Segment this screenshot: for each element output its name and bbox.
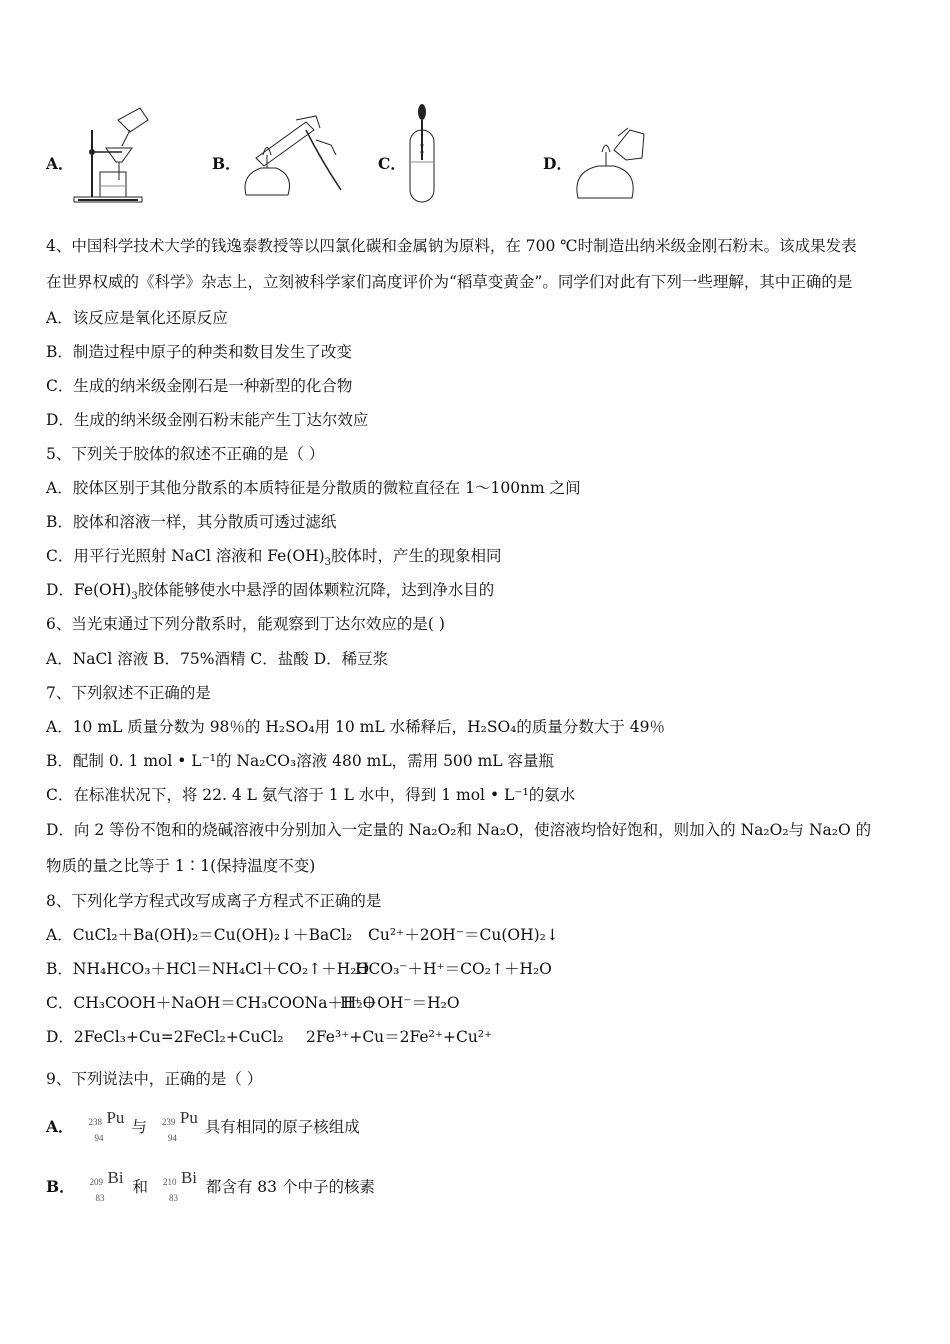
q8-option-c-ionic: H⁺＋OH⁻＝H₂O [340,994,460,1012]
q4-stem-line-1: 4、中国科学技术大学的钱逸泰教授等以四氯化碳和金属钠为原料，在 700 ℃时制造出纳米级金刚石粉末。该成果发表 [46,237,857,255]
apparatus-d-label: D． [543,154,572,173]
q4-stem-line-2: 在世界权威的《科学》杂志上，立刻被科学家们高度评价为“稻草变黄金”。同学们对此有下列一些理解，其中正确的是 [46,273,853,291]
q8-option-b-equation: B．NH₄HCO₃＋HCl＝NH₄Cl＋CO₂↑＋H₂O [46,960,370,978]
isotope-bi-210: 210 83 Bi [162,1168,197,1203]
isotope-pu-239: 239 94 Pu [161,1108,198,1143]
q4-option-b: B．制造过程中原子的种类和数目发生了改变 [46,343,352,361]
q7-stem: 7、下列叙述不正确的是 [46,684,211,702]
q5-stem: 5、下列关于胶体的叙述不正确的是（ ） [46,445,325,463]
q4-option-a: A．该反应是氧化还原反应 [46,309,228,327]
q9-option-b: B． 209 83 Bi 和 210 83 Bi 都含有 83 个中子的核素 [46,1168,375,1203]
heating-test-tube-figure [236,100,351,205]
q6-stem: 6、当光束通过下列分散系时，能观察到丁达尔效应的是( ) [46,615,445,633]
q5-option-b: B．胶体和溶液一样，其分散质可透过滤纸 [46,513,337,531]
isotope-bi-209: 209 83 Bi [89,1168,124,1203]
q8-option-d-equation: D．2FeCl₃+Cu=2FeCl₂+CuCl₂ [46,1028,284,1046]
q8-option-c-equation: C．CH₃COOH＋NaOH＝CH₃COONa＋H₂O [46,994,376,1012]
alcohol-lamp-lighting-figure [570,100,650,205]
q8-option-a-ionic: Cu²⁺＋2OH⁻＝Cu(OH)₂↓ [368,926,559,944]
apparatus-a-label: A． [46,154,74,173]
q5-option-a: A．胶体区别于其他分散系的本质特征是分散质的微粒直径在 1～100nm 之间 [46,479,581,497]
q7-option-c: C．在标准状况下，将 22. 4 L 氨气溶于 1 L 水中，得到 1 mol • L⁻¹的氨水 [46,786,576,804]
q7-option-a: A．10 mL 质量分数为 98％的 H₂SO₄用 10 mL 水稀释后，H₂SO₄的质量分数大于 49％ [46,718,666,736]
q8-option-b-ionic: HCO₃⁻＋H⁺＝CO₂↑＋H₂O [355,960,552,978]
q8-option-d-ionic: 2Fe³⁺+Cu＝2Fe²⁺+Cu²⁺ [306,1028,493,1046]
q7-option-b: B．配制 0. 1 mol • L⁻¹的 Na₂CO₃溶液 480 mL，需用 500 mL 容量瓶 [46,752,555,770]
q5-option-d: D．$Fe(OH)_3$胶体能够使水中悬浮的固体颗粒沉降，达到净水目的 [46,581,495,603]
q9-stem: 9、下列说法中，正确的是（ ） [46,1070,263,1088]
q8-stem: 8、下列化学方程式改写成离子方程式不正确的是 [46,892,382,910]
isotope-pu-238: 238 94 Pu [88,1108,125,1143]
q4-option-d: D．生成的纳米级金刚石粉末能产生丁达尔效应 [46,411,369,429]
q8-option-a-equation: A．CuCl₂＋Ba(OH)₂＝Cu(OH)₂↓＋BaCl₂ [46,926,353,944]
q7-option-d-line-1: D．向 2 等份不饱和的烧碱溶液中分别加入一定量的 Na₂O₂和 Na₂O，使溶液均恰好饱和，则加入的 Na₂O₂与 Na₂O 的 [46,821,872,839]
apparatus-b-label: B． [212,154,241,173]
dropper-test-tube-figure [400,100,450,205]
q7-option-d-line-2: 物质的量之比等于 1∶1(保持温度不变) [46,857,316,875]
q6-options: A．NaCl 溶液 B．75%酒精 C．盐酸 D．稀豆浆 [46,650,389,668]
q4-option-c: C．生成的纳米级金刚石是一种新型的化合物 [46,377,353,395]
q5-option-c: C．用平行光照射 NaCl 溶液和 $Fe(OH)_3$胶体时，产生的现象相同 [46,547,502,569]
apparatus-c-label: C． [378,154,406,173]
filtration-apparatus-figure [70,100,160,205]
q9-option-a: A． 238 94 Pu 与 239 94 Pu 具有相同的原子核组成 [46,1108,360,1143]
